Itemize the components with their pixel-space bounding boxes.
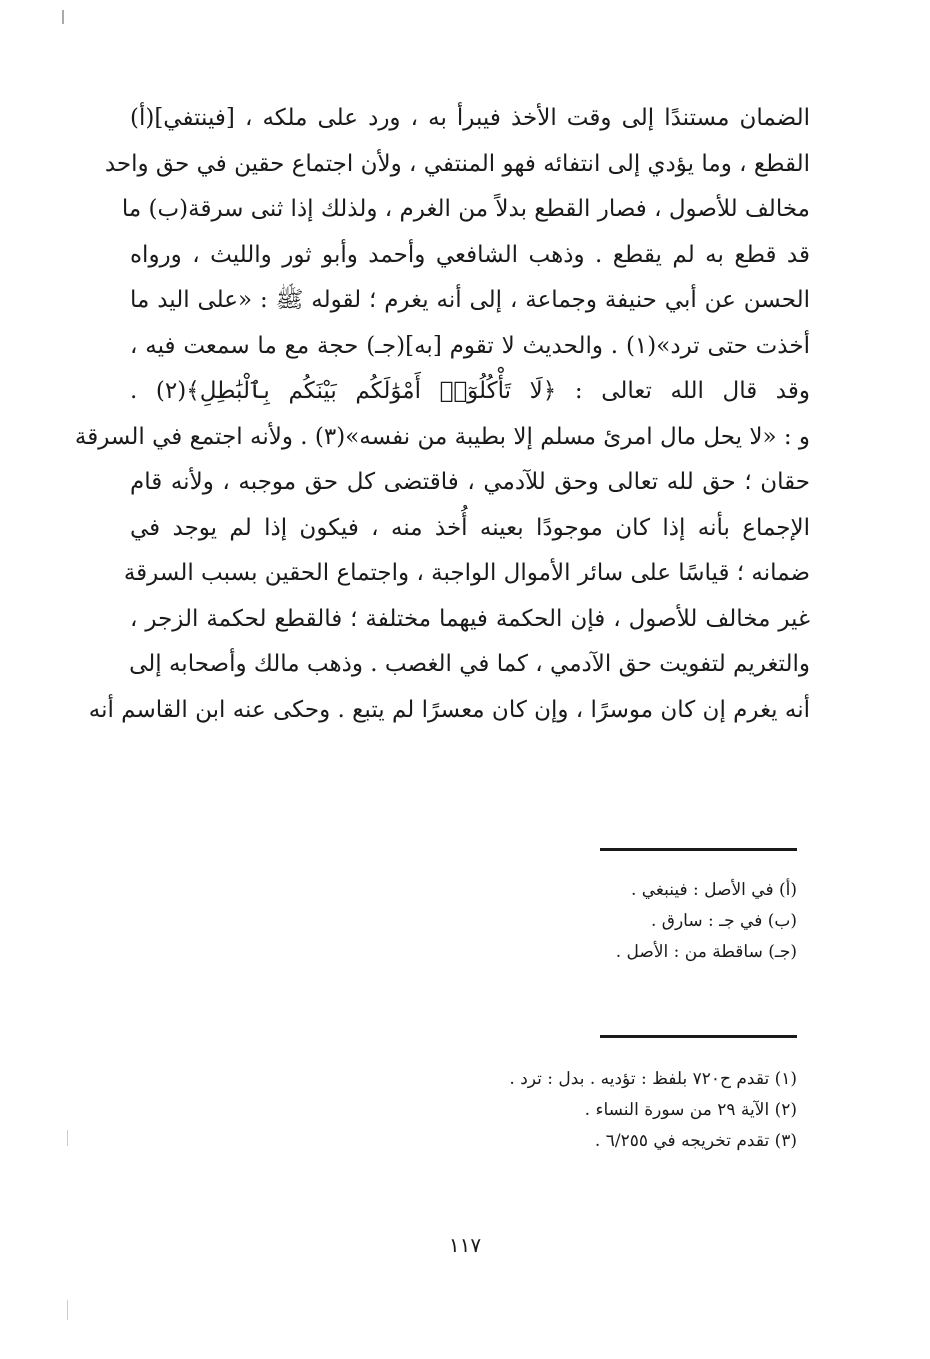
main-text bbox=[74, 96, 810, 733]
text-line: و : «لا يحل مال امرئ مسلم إلا بطيبة من نفسه»(٣) . ولأنه اجتمع في السرقة bbox=[74, 423, 810, 450]
footnote-separator bbox=[600, 848, 797, 851]
scan-mark bbox=[67, 1130, 68, 1146]
footnote-separator bbox=[600, 1035, 797, 1038]
text-line: غير مخالف للأصول ، فإن الحكمة فيهما مختلفة ؛ فالقطع لحكمة الزجر ، bbox=[130, 605, 810, 632]
source-notes bbox=[197, 1064, 797, 1157]
text-line: القطع ، وما يؤدي إلى انتفائه فهو المنتفي ، ولأن اجتماع حقين في حق واحد bbox=[104, 150, 810, 177]
text-line: مخالف للأصول ، فصار القطع بدلاً من الغرم ، ولذلك إذا ثنى سرقة(ب) ما bbox=[121, 196, 810, 222]
page-number: ١١٧ bbox=[448, 1233, 482, 1257]
source-note: (١) تقدم ح٧٢٠ بلفظ : تؤديه . بدل : ترد . bbox=[509, 1069, 797, 1089]
text-line: أخذت حتى ترد»(١) . والحديث لا تقوم [به](جـ) حجة مع ما سمعت فيه ، bbox=[130, 332, 810, 359]
apparatus-note: (جـ) ساقطة من : الأصل . bbox=[615, 942, 797, 962]
scan-mark bbox=[62, 10, 64, 24]
text-line: قد قطع به لم يقطع . وذهب الشافعي وأحمد وأبو ثور والليث ، ورواه bbox=[130, 241, 810, 268]
text-line: حقان ؛ حق لله تعالى وحق للآدمي ، فاقتضى كل حق موجبه ، ولأنه قام bbox=[130, 469, 810, 495]
text-line: وقد قال الله تعالى : ﴿لَا تَأْكُلُوٓا۟ أَمْوَٰلَكُم بَيْنَكُم بِٱلْبَٰطِلِ﴾(٢) . bbox=[130, 378, 810, 404]
text-line: الحسن عن أبي حنيفة وجماعة ، إلى أنه يغرم ؛ لقوله ﷺ : «على اليد ما bbox=[130, 287, 810, 313]
text-line: أنه يغرم إن كان موسرًا ، وإن كان معسرًا لم يتبع . وحكى عنه ابن القاسم أنه bbox=[88, 696, 810, 723]
text-line: ضمانه ؛ قياسًا على سائر الأموال الواجبة ، واجتماع الحقين بسبب السرقة bbox=[123, 560, 810, 586]
scan-mark bbox=[67, 1300, 68, 1320]
apparatus-notes bbox=[197, 875, 797, 968]
apparatus-note: (أ) في الأصل : فينبغي . bbox=[630, 880, 797, 900]
text-line: الضمان مستندًا إلى وقت الأخذ فيبرأ به ، ورد على ملكه ، [فينتفي](أ) bbox=[130, 105, 810, 131]
source-note: (٣) تقدم تخريجه في ٦/٢٥٥ . bbox=[594, 1131, 797, 1151]
apparatus-note: (ب) في جـ : سارق . bbox=[650, 911, 797, 931]
text-line: الإجماع بأنه إذا كان موجودًا بعينه أُخذ منه ، فيكون إذا لم يوجد في bbox=[130, 514, 810, 541]
source-note: (٢) الآية ٢٩ من سورة النساء . bbox=[584, 1100, 797, 1120]
text-line: والتغريم لتفويت حق الآدمي ، كما في الغصب . وذهب مالك وأصحابه إلى bbox=[129, 651, 810, 677]
